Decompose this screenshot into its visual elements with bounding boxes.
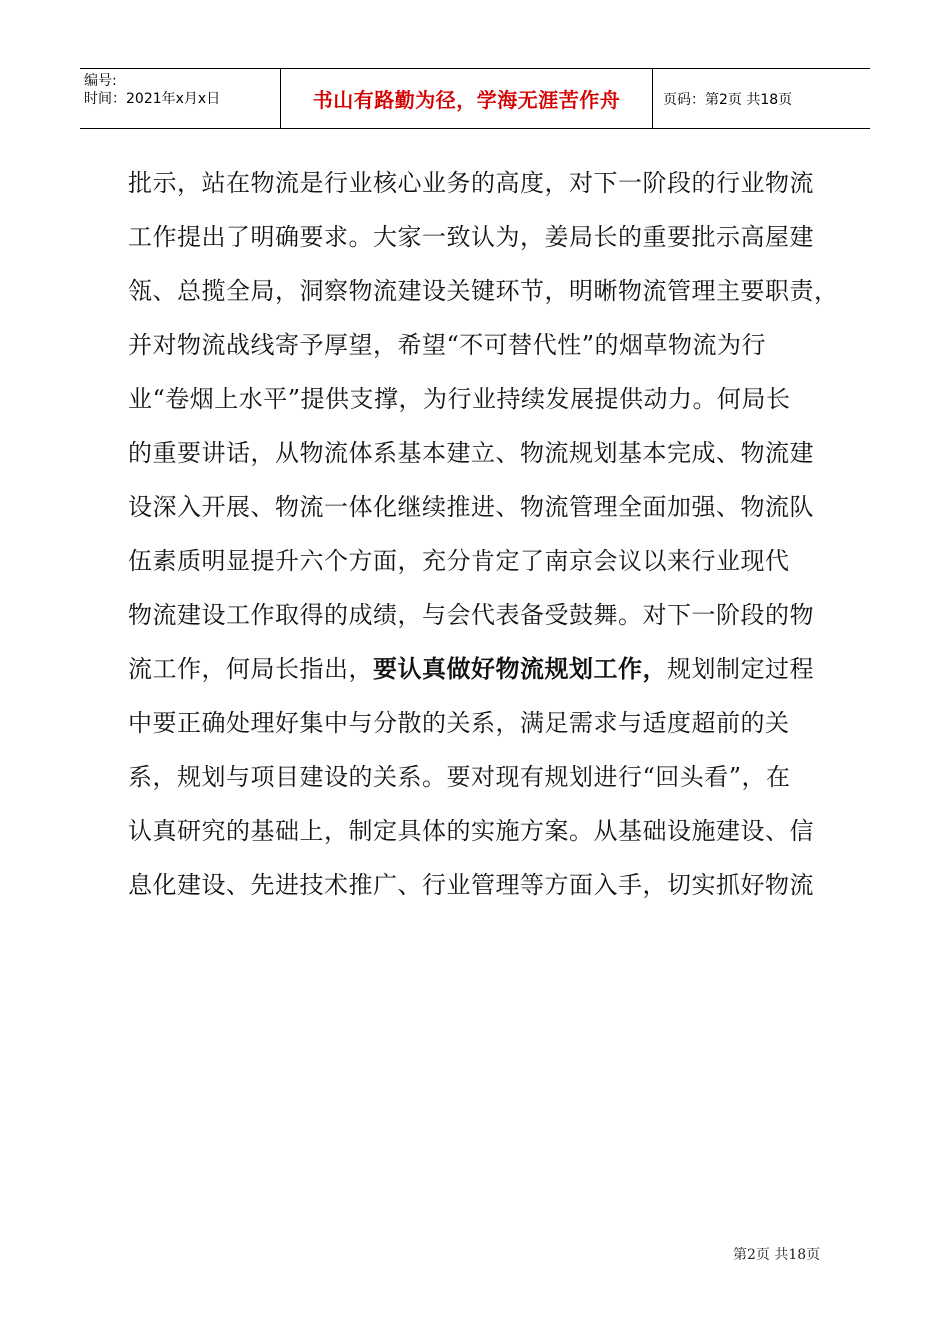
text-line: 工作提出了明确要求。大家一致认为，姜局长的重要批示高屋建: [128, 223, 814, 251]
text-line: 物流建设工作取得的成绩，与会代表备受鼓舞。对下一阶段的物: [128, 601, 814, 629]
header-meta: [80, 69, 280, 128]
text-line: 息化建设、先进技术推广、行业管理等方面入手，切实抓好物流: [128, 871, 814, 899]
header-motto: 书山有路勤为径，学海无涯苦作舟: [280, 69, 653, 128]
text-segment: 规划制定过程: [667, 655, 814, 683]
text-segment: 流工作，何局长指出，: [128, 655, 373, 683]
date-label: 时间：2021年x月x日: [84, 91, 221, 107]
text-line: 瓴、总揽全局，洞察物流建设关键环节，明晰物流管理主要职责，: [128, 277, 839, 305]
number-label: 编号:: [84, 73, 117, 89]
text-line-with-emphasis: [128, 642, 828, 696]
text-line: 认真研究的基础上，制定具体的实施方案。从基础设施建设、信: [128, 817, 814, 845]
header-page-info: 页码：第2页 共18页: [663, 91, 793, 108]
text-line: 中要正确处理好集中与分散的关系，满足需求与适度超前的关: [128, 709, 790, 737]
text-line: 伍素质明显提升六个方面，充分肯定了南京会议以来行业现代: [128, 547, 790, 575]
text-line: 系，规划与项目建设的关系。要对现有规划进行“回头看”，在: [128, 763, 791, 791]
page-footer: 第2页 共18页: [733, 1247, 821, 1263]
text-line: 并对物流战线寄予厚望，希望“不可替代性”的烟草物流为行: [128, 331, 767, 359]
text-line: 业“卷烟上水平”提供支撑，为行业持续发展提供动力。何局长: [128, 385, 791, 413]
text-line: 的重要讲话，从物流体系基本建立、物流规划基本完成、物流建: [128, 439, 814, 467]
body-text: [128, 156, 839, 912]
emphasis-text: 要认真做好物流规划工作，: [373, 654, 667, 683]
text-line: 批示，站在物流是行业核心业务的高度，对下一阶段的行业物流: [128, 169, 814, 197]
text-line: 设深入开展、物流一体化继续推进、物流管理全面加强、物流队: [128, 493, 814, 521]
document-header: [80, 68, 870, 129]
